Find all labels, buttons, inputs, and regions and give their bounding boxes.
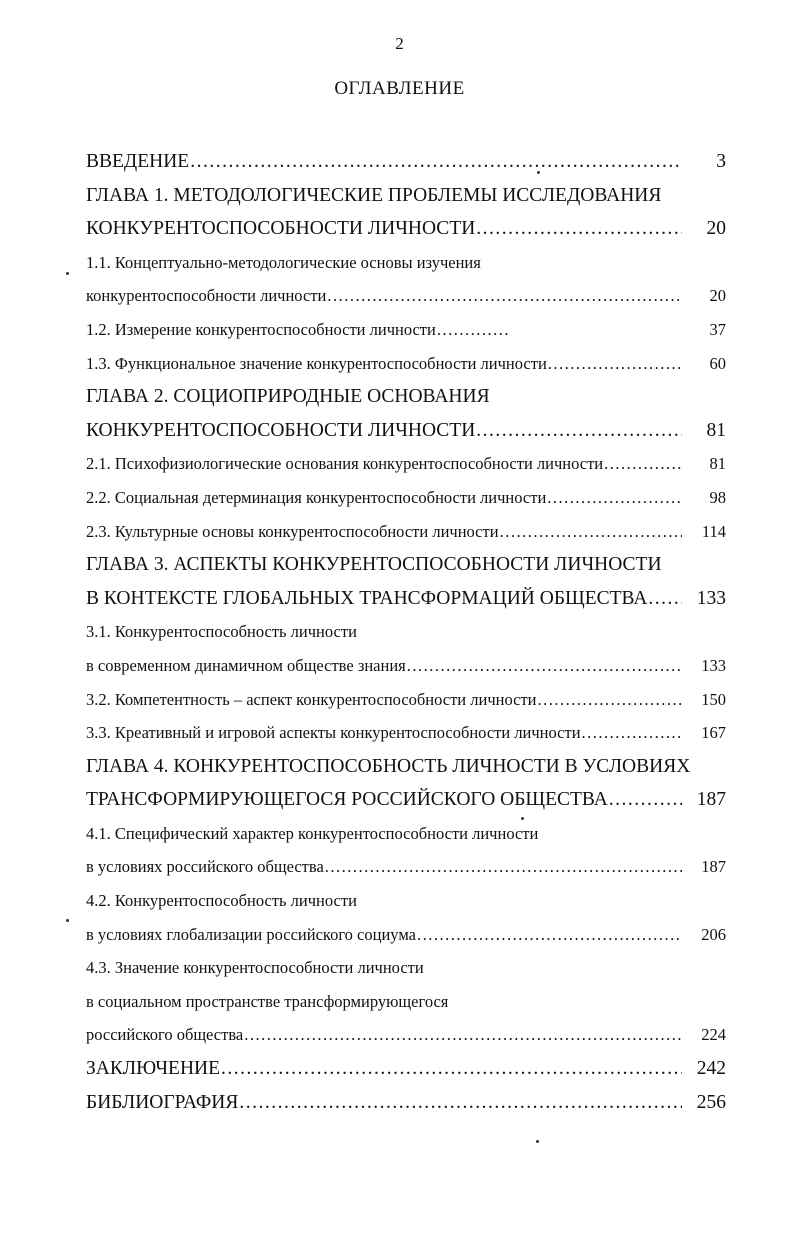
toc-entry-title: КОНКУРЕНТОСПОСОБНОСТИ ЛИЧНОСТИ [86,419,476,441]
toc-entry [86,548,726,582]
toc-entry-title: в условиях глобализации российского социума [86,924,416,944]
toc-entry [86,481,726,515]
toc-entry-title: 1.3. Функциональное значение конкурентоспособности личности [86,353,547,373]
toc-entry-title: в современном динамичном обществе знания [86,655,406,675]
toc-entry-title: 2.2. Социальная детерминация конкурентоспособности личности [86,487,547,507]
dot-leader [476,414,682,448]
toc-entry [86,279,726,313]
dot-leader [609,783,682,817]
toc-entry-title: ЗАКЛЮЧЕНИЕ [86,1058,221,1080]
toc-entry-title: в социальном пространстве трансформирующегося [86,991,449,1011]
scan-speck [537,171,540,174]
dot-leader [548,347,682,381]
toc-entry-page: 133 [701,655,726,675]
toc-entry-page: 60 [709,353,726,373]
toc-entry-title: 1.1. Концептуально-методологические основы изучения [86,252,481,272]
toc-entry-title: В КОНТЕКСТЕ ГЛОБАЛЬНЫХ ТРАНСФОРМАЦИЙ ОБЩЕСТВА [86,587,648,609]
dot-leader [417,918,682,952]
toc-entry [86,750,726,784]
scan-speck [536,1140,539,1143]
scan-speck [66,272,69,275]
toc-entry [86,414,726,448]
toc-entry [86,447,726,481]
toc-entry-page: 224 [701,1025,726,1045]
toc-entry [86,380,726,414]
toc-entry [86,649,726,683]
toc-entry-title: 3.1. Конкурентоспособность личности [86,622,357,642]
toc-entry-page: 81 [706,419,726,441]
toc-entry-title: 3.3. Креативный и игровой аспекты конкурентоспособности личности [86,723,581,743]
toc-entry-page: 98 [709,487,726,507]
toc-entry-title: 2.3. Культурные основы конкурентоспособности личности [86,521,499,541]
toc-entry-page: 114 [701,521,726,541]
toc-entry-page: 133 [696,587,726,609]
toc-entry-title: 3.2. Компетентность – аспект конкурентоспособности личности [86,689,537,709]
toc-entry-title: ГЛАВА 4. КОНКУРЕНТОСПОСОБНОСТЬ ЛИЧНОСТИ В УСЛОВИЯХ [86,755,691,777]
dot-leader [325,850,682,884]
toc-entry [86,582,726,616]
toc-entry-title: 1.2. Измерение конкурентоспособности личности [86,319,436,339]
page-title: ОГЛАВЛЕНИЕ [334,78,465,99]
toc-entry-page: 206 [701,924,726,944]
toc-entry-title: в условиях российского общества [86,857,324,877]
toc-entry-title: 4.3. Значение конкурентоспособности личности [86,958,424,978]
toc-entry-page: 37 [709,319,726,339]
toc-entry [86,1018,726,1052]
page-number: 2 [395,34,404,53]
toc-entry-title: российского общества [86,1025,244,1045]
toc-entry-title: 4.1. Специфический характер конкурентоспособности личности [86,823,539,843]
toc-entry-title: ГЛАВА 1. МЕТОДОЛОГИЧЕСКИЕ ПРОБЛЕМЫ ИССЛЕДОВАНИЯ [86,184,662,206]
toc-entry [86,884,726,918]
dot-leader [437,313,509,347]
dot-leader [190,145,682,179]
dot-leader [221,1052,682,1086]
dot-leader [407,649,682,683]
scan-speck [521,817,524,820]
toc-entry-page: 167 [701,723,726,743]
dot-leader [604,447,682,481]
toc-entry-page: 20 [709,286,726,306]
toc-entry-title: 4.2. Конкурентоспособность личности [86,891,357,911]
toc-entry-title: КОНКУРЕНТОСПОСОБНОСТИ ЛИЧНОСТИ [86,218,476,240]
toc-entry-title: 2.1. Психофизиологические основания конкурентоспособности личности [86,454,604,474]
toc-entry [86,145,726,179]
dot-leader [537,683,682,717]
toc-entry [86,313,726,347]
toc-entry [86,716,726,750]
dot-leader [500,515,682,549]
dot-leader [582,716,682,750]
toc-entry [86,850,726,884]
toc-entry [86,985,726,1019]
toc-entry-title: БИБЛИОГРАФИЯ [86,1091,239,1113]
toc-entry-title: ГЛАВА 3. АСПЕКТЫ КОНКУРЕНТОСПОСОБНОСТИ ЛИЧНОСТИ [86,554,662,576]
toc-entry [86,347,726,381]
toc-entry [86,212,726,246]
toc-entry-page: 256 [696,1091,726,1113]
table-of-contents [86,145,726,1119]
toc-entry-title: ТРАНСФОРМИРУЮЩЕГОСЯ РОССИЙСКОГО ОБЩЕСТВА [86,789,608,811]
toc-entry-page: 242 [696,1058,726,1080]
dot-leader [244,1018,682,1052]
toc-entry [86,1052,726,1086]
toc-entry [86,179,726,213]
dot-leader [327,279,682,313]
toc-entry-page: 81 [709,454,726,474]
scan-speck [66,919,69,922]
toc-entry [86,515,726,549]
toc-entry [86,683,726,717]
toc-entry-page: 150 [701,689,726,709]
toc-entry [86,1086,726,1120]
toc-entry [86,246,726,280]
toc-entry-page: 187 [701,857,726,877]
toc-entry [86,783,726,817]
toc-entry-title: конкурентоспособности личности [86,286,327,306]
dot-leader [547,481,682,515]
toc-entry-page: 3 [716,151,726,172]
toc-entry [86,918,726,952]
toc-entry-page: 187 [696,789,726,811]
toc-entry-title: ВВЕДЕНИЕ [86,151,190,172]
toc-entry-page: 20 [706,218,726,240]
toc-entry [86,817,726,851]
toc-entry [86,951,726,985]
dot-leader [239,1086,682,1120]
toc-entry [86,615,726,649]
dot-leader [476,212,682,246]
dot-leader [648,582,682,616]
toc-entry-title: ГЛАВА 2. СОЦИОПРИРОДНЫЕ ОСНОВАНИЯ [86,386,490,408]
